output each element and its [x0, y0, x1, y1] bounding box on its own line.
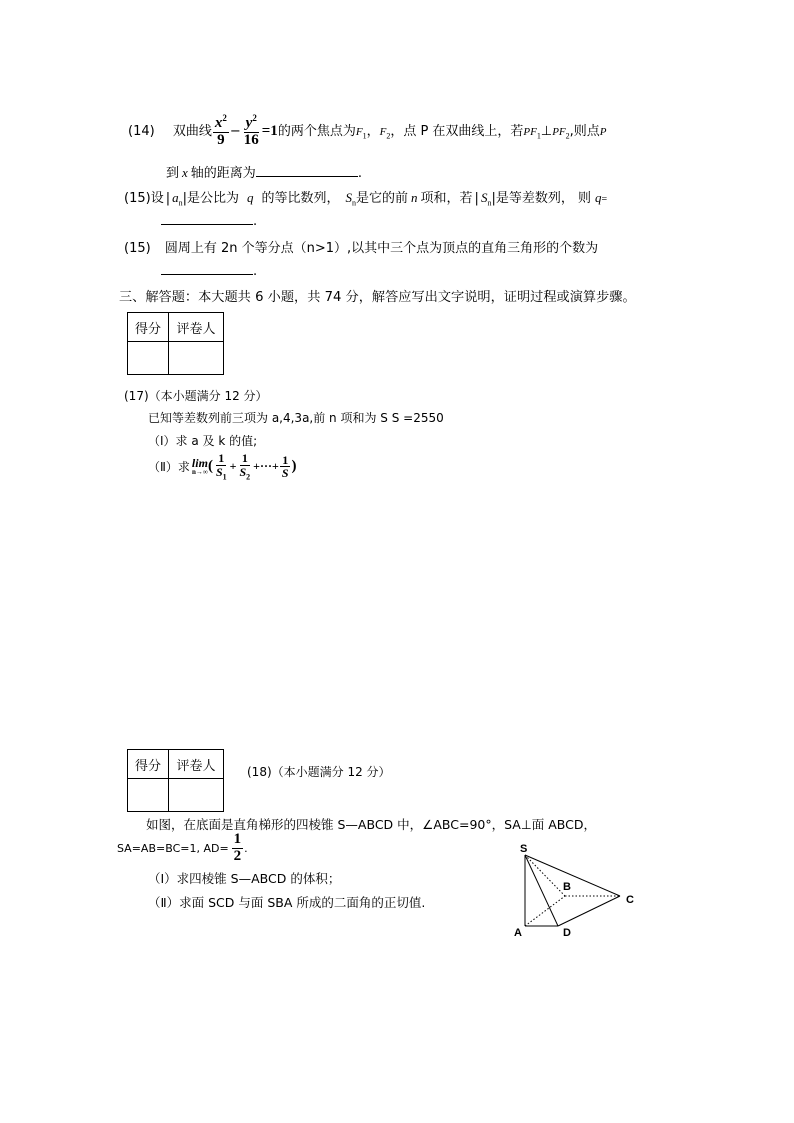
- grader-cell[interactable]: [169, 342, 224, 375]
- edge-sc: [525, 855, 620, 896]
- fraction-1-s: $\frac{1}{S}$: [281, 452, 289, 481]
- question-15b-line-2: .: [161, 262, 257, 279]
- answer-blank[interactable]: [256, 164, 358, 177]
- limit-operator: lim n→∞: [191, 456, 208, 477]
- fraction-y2-16: $\frac{y^2}{16}$: [243, 113, 259, 148]
- label-c: C: [626, 894, 634, 906]
- fraction-x2-9: $\frac{x^2}{9}$: [214, 113, 227, 148]
- edge-sb: [525, 855, 565, 896]
- score-cell[interactable]: [128, 779, 169, 812]
- question-15a-line-1: (15)设 | $a_n|$是公比为 q 的等比数列， $S_n$是它的前 n 项和，若 | $S_n|$是等差数列， 则 q=: [124, 190, 608, 208]
- score-cell[interactable]: [128, 342, 169, 375]
- question-18-line-2: SA=AB=BC=1, AD= $\frac{1}{2}$ .: [117, 831, 248, 864]
- grader-cell[interactable]: [169, 779, 224, 812]
- question-15b-line-1: (15) 圆周上有 2n 个等分点（n>1）,以其中三个点为顶点的直角三角形的个数为: [124, 241, 599, 256]
- question-18-part-1: （Ⅰ）求四棱锥 S—ABCD 的体积；: [148, 871, 341, 886]
- fraction-1-s1: $\frac{1}{S_1}$: [215, 451, 227, 481]
- score-label: 得分: [128, 313, 169, 342]
- edge-dc: [558, 896, 620, 926]
- question-18-title: (18)（本小题满分 12 分）: [247, 765, 391, 779]
- edge-ab: [525, 896, 565, 926]
- fraction-one-half: $\frac{1}{2}$: [233, 831, 242, 864]
- answer-blank[interactable]: [161, 212, 253, 225]
- question-number: (15): [124, 241, 151, 256]
- label-d: D: [563, 927, 571, 939]
- question-17-title: (17)（本小题满分 12 分）: [124, 389, 268, 403]
- score-table-17: [127, 312, 224, 375]
- question-17-part-2: （Ⅱ）求 lim n→∞ ( $\frac{1}{S_1}$ + $\frac{1}{S_2}$ +···+ $\frac{1}{S}$ ): [148, 451, 297, 481]
- question-15a-line-2: .: [161, 212, 257, 229]
- pyramid-figure: [510, 840, 640, 940]
- label-b: B: [563, 881, 571, 893]
- question-number: (14): [128, 123, 155, 139]
- label-a: A: [514, 927, 522, 939]
- question-17-part-1: （Ⅰ）求 a 及 k 的值;: [148, 434, 258, 448]
- question-14-line-2: 到 x 轴的距离为 .: [166, 165, 362, 181]
- question-17-stem: 已知等差数列前三项为 a,4,3a,前 n 项和为 S S =2550: [148, 411, 444, 425]
- question-18-stem: 如图，在底面是直角梯形的四棱锥 S—ABCD 中，∠ABC=90°，SA⊥面 ABCD，: [146, 817, 596, 832]
- question-number: (15): [124, 191, 151, 206]
- edge-sd: [525, 855, 558, 926]
- question-18-part-2: （Ⅱ）求面 SCD 与面 SBA 所成的二面角的正切值.: [148, 895, 426, 910]
- label-s: S: [520, 843, 528, 855]
- score-label: 得分: [128, 750, 169, 779]
- grader-label: 评卷人: [169, 313, 224, 342]
- fraction-1-s2: $\frac{1}{S_2}$: [239, 451, 251, 481]
- grader-label: 评卷人: [169, 750, 224, 779]
- section-heading: 三、解答题：本大题共 6 小题，共 74 分，解答应写出文字说明，证明过程或演算步骤。: [119, 290, 636, 305]
- score-table-18: [127, 749, 224, 812]
- question-14-line-1: (14) 双曲线 $\frac{x^2}{9}$ − $\frac{y^2}{16}$ =1的两个焦点为$F_1$，$F_2$，点 P 在双曲线上，若$PF_1\perp PF_2$,则点P: [128, 113, 607, 148]
- answer-blank[interactable]: [161, 262, 253, 275]
